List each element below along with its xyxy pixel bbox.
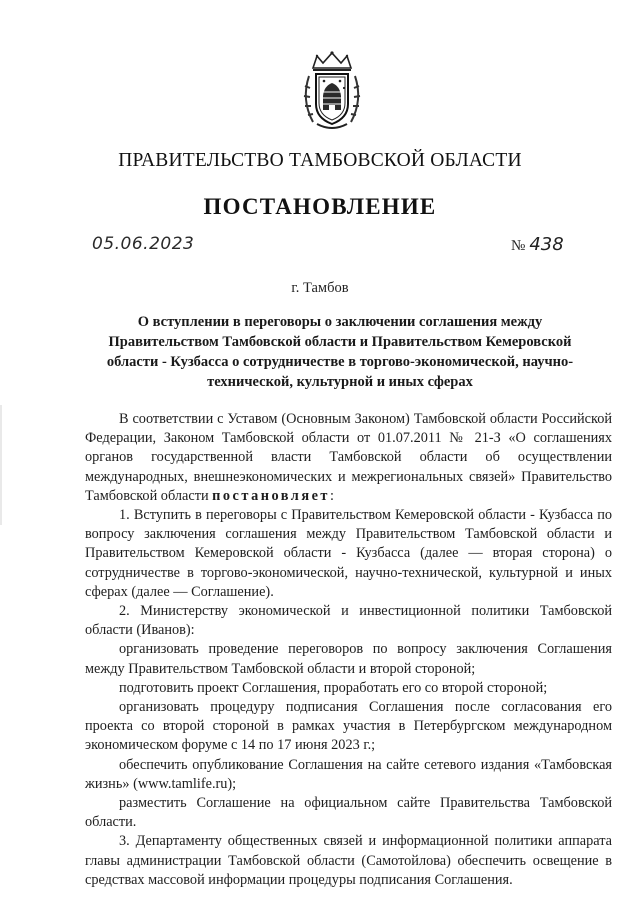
clause-2-item: подготовить проект Соглашения, проработать его со второй стороной; (119, 679, 548, 696)
clause-2-item: обеспечить опубликование Соглашения на сайте сетевого издания «Тамбовская жизнь» (www.tamlife.ru); (85, 756, 612, 792)
clause-2-item: организовать процедуру подписания Соглашения после согласования его проекта со второй стороной в рамках участия в Петербургском международном экономическом форуме с 14 по 17 июня 2023 г.; (85, 699, 612, 754)
intro-text: В соответствии с Уставом (Основным Законом) Тамбовской области Российской Федерации, Законом Тамбовской области от 01.07.2011 № 21-З «О соглашениях органов государственной власти Тамбовской области об осуществлении международных, внешнеэкономических и межрегиональных связей» Правительство Тамбовской области (85, 411, 612, 504)
document-body (85, 410, 612, 890)
clause-2: 2. Министерству экономической и инвестиционной политики Тамбовской области (Иванов): (85, 603, 612, 639)
document-type: ПОСТАНОВЛЕНИЕ (203, 194, 437, 219)
document-number (511, 234, 564, 255)
city: г. Тамбов (291, 280, 349, 296)
intro-paragraph (85, 410, 612, 506)
clause-2-item: организовать проведение переговоров по вопросу заключения Соглашения между Правительством Тамбовской области и второй стороной; (85, 641, 612, 677)
clause-2-item: разместить Соглашение на официальном сайте Правительства Тамбовской области. (85, 795, 612, 831)
document-title: О вступлении в переговоры о заключении соглашения между Правительством Тамбовской области и Правительством Кемеровской области - Кузбасса о сотрудничестве в торгово-экономической, научно-технической, культурной и иных сферах (106, 314, 574, 390)
clause-3: 3. Департаменту общественных связей и информационной политики аппарата главы администрации Тамбовской области (Самотойлова) обеспечить освещение в средствах массовой информации процедуры подписания Соглашения. (85, 833, 612, 888)
decree-word: постановляет (212, 487, 330, 504)
coat-of-arms-icon (299, 50, 365, 132)
number-value: 438 (529, 234, 564, 255)
organization-name: ПРАВИТЕЛЬСТВО ТАМБОВСКОЙ ОБЛАСТИ (118, 150, 522, 171)
document-date: 05.06.2023 (92, 234, 195, 254)
decree-colon: : (329, 487, 334, 504)
clause-1: 1. Вступить в переговоры с Правительством Кемеровской области - Кузбасса по вопросу заключения соглашения между Правительством Тамбовской области и Правительством Кемеровской области - Кузбасса (далее — вторая сторона) о сотрудничестве в торгово-экономической, научно-технической, культурной и иных сферах (далее — Соглашение). (85, 507, 612, 600)
number-label: № (511, 238, 526, 254)
scan-edge-mark (0, 405, 2, 525)
